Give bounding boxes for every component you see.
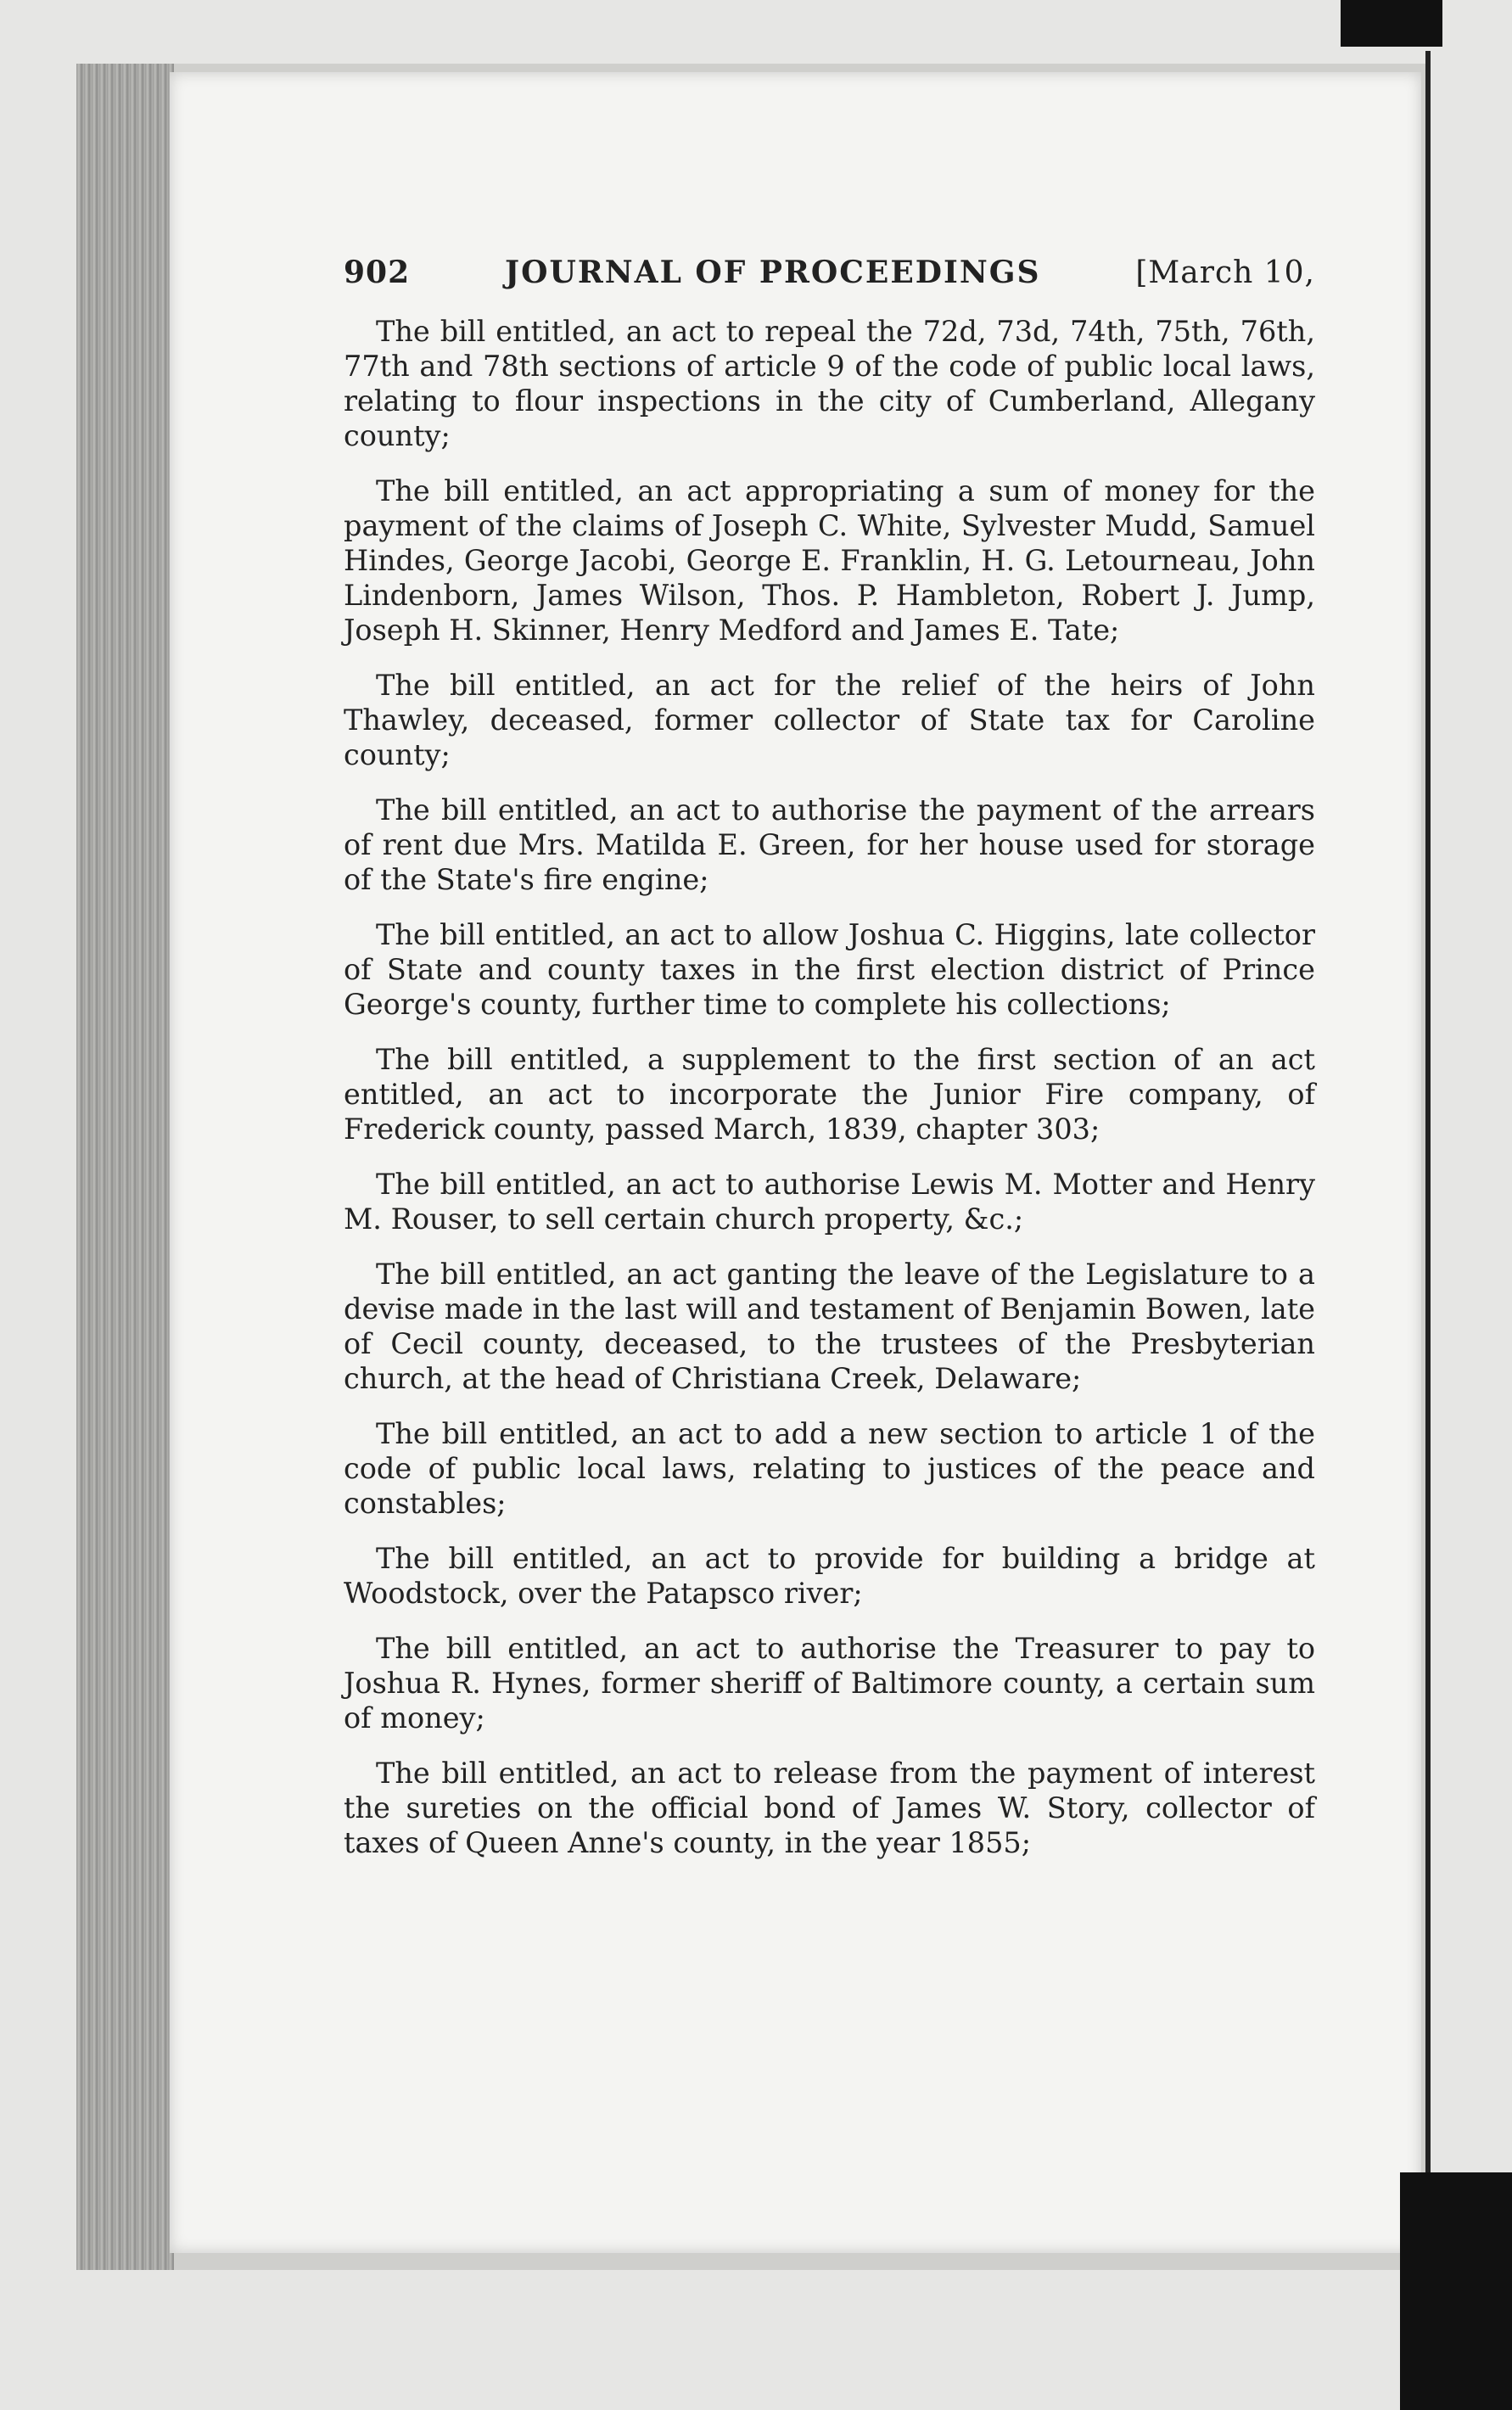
- bill-paragraph: The bill entitled, an act to allow Joshua C. Higgins, late collector of State and county taxes in the first election district of Prince George's county, further time to complete his collections;: [344, 918, 1315, 1021]
- page-content: [344, 255, 1315, 1880]
- bill-paragraph: The bill entitled, an act to authorise Lewis M. Motter and Henry M. Rouser, to sell certain church property, &c.;: [344, 1168, 1315, 1236]
- bill-paragraph: The bill entitled, an act appropriating a sum of money for the payment of the claims of Joseph C. White, Sylvester Mudd, Samuel Hindes, George Jacobi, George E. Franklin, H. G. Letourneau, John Lindenborn, James Wilson, Thos. P. Hambleton, Robert J. Jump, Joseph H. Skinner, Henry Medford and James E. Tate;: [344, 474, 1315, 647]
- bill-paragraph: The bill entitled, an act to repeal the 72d, 73d, 74th, 75th, 76th, 77th and 78th sections of article 9 of the code of public local laws, relating to flour inspections in the city of Cumberland, Allegany county;: [344, 315, 1315, 452]
- page-number: 902: [344, 255, 411, 290]
- bill-paragraph: The bill entitled, an act to release from the payment of interest the sureties on the official bond of James W. Story, collector of taxes of Queen Anne's county, in the year 1855;: [344, 1757, 1315, 1859]
- bill-paragraph: The bill entitled, an act ganting the leave of the Legislature to a devise made in the last will and testament of Benjamin Bowen, late of Cecil county, deceased, to the trustees of the Presbyterian church, at the head of Christiana Creek, Delaware;: [344, 1258, 1315, 1395]
- bill-paragraph: The bill entitled, an act to add a new section to article 1 of the code of public local laws, relating to justices of the peace and constables;: [344, 1417, 1315, 1520]
- black-tab-bottom: [1400, 2172, 1512, 2410]
- bill-paragraph: The bill entitled, an act to authorise the Treasurer to pay to Joshua R. Hynes, former sheriff of Baltimore county, a certain sum of money;: [344, 1632, 1315, 1735]
- header-date: [March 10,: [1135, 255, 1315, 290]
- bill-paragraph: The bill entitled, an act to provide for building a bridge at Woodstock, over the Patapsco river;: [344, 1542, 1315, 1610]
- bill-paragraph: The bill entitled, a supplement to the first section of an act entitled, an act to incorporate the Junior Fire company, of Frederick county, passed March, 1839, chapter 303;: [344, 1043, 1315, 1146]
- black-tab-top: [1341, 0, 1442, 47]
- running-head: [344, 255, 1315, 290]
- bill-paragraph: The bill entitled, an act for the relief of the heirs of John Thawley, deceased, former collector of State tax for Caroline county;: [344, 669, 1315, 771]
- page-edges: [76, 64, 174, 2270]
- bill-paragraph: The bill entitled, an act to authorise the payment of the arrears of rent due Mrs. Matilda E. Green, for her house used for storage of the State's fire engine;: [344, 793, 1315, 896]
- journal-title: JOURNAL OF PROCEEDINGS: [505, 255, 1041, 290]
- gutter-shadow: [1425, 51, 1431, 2257]
